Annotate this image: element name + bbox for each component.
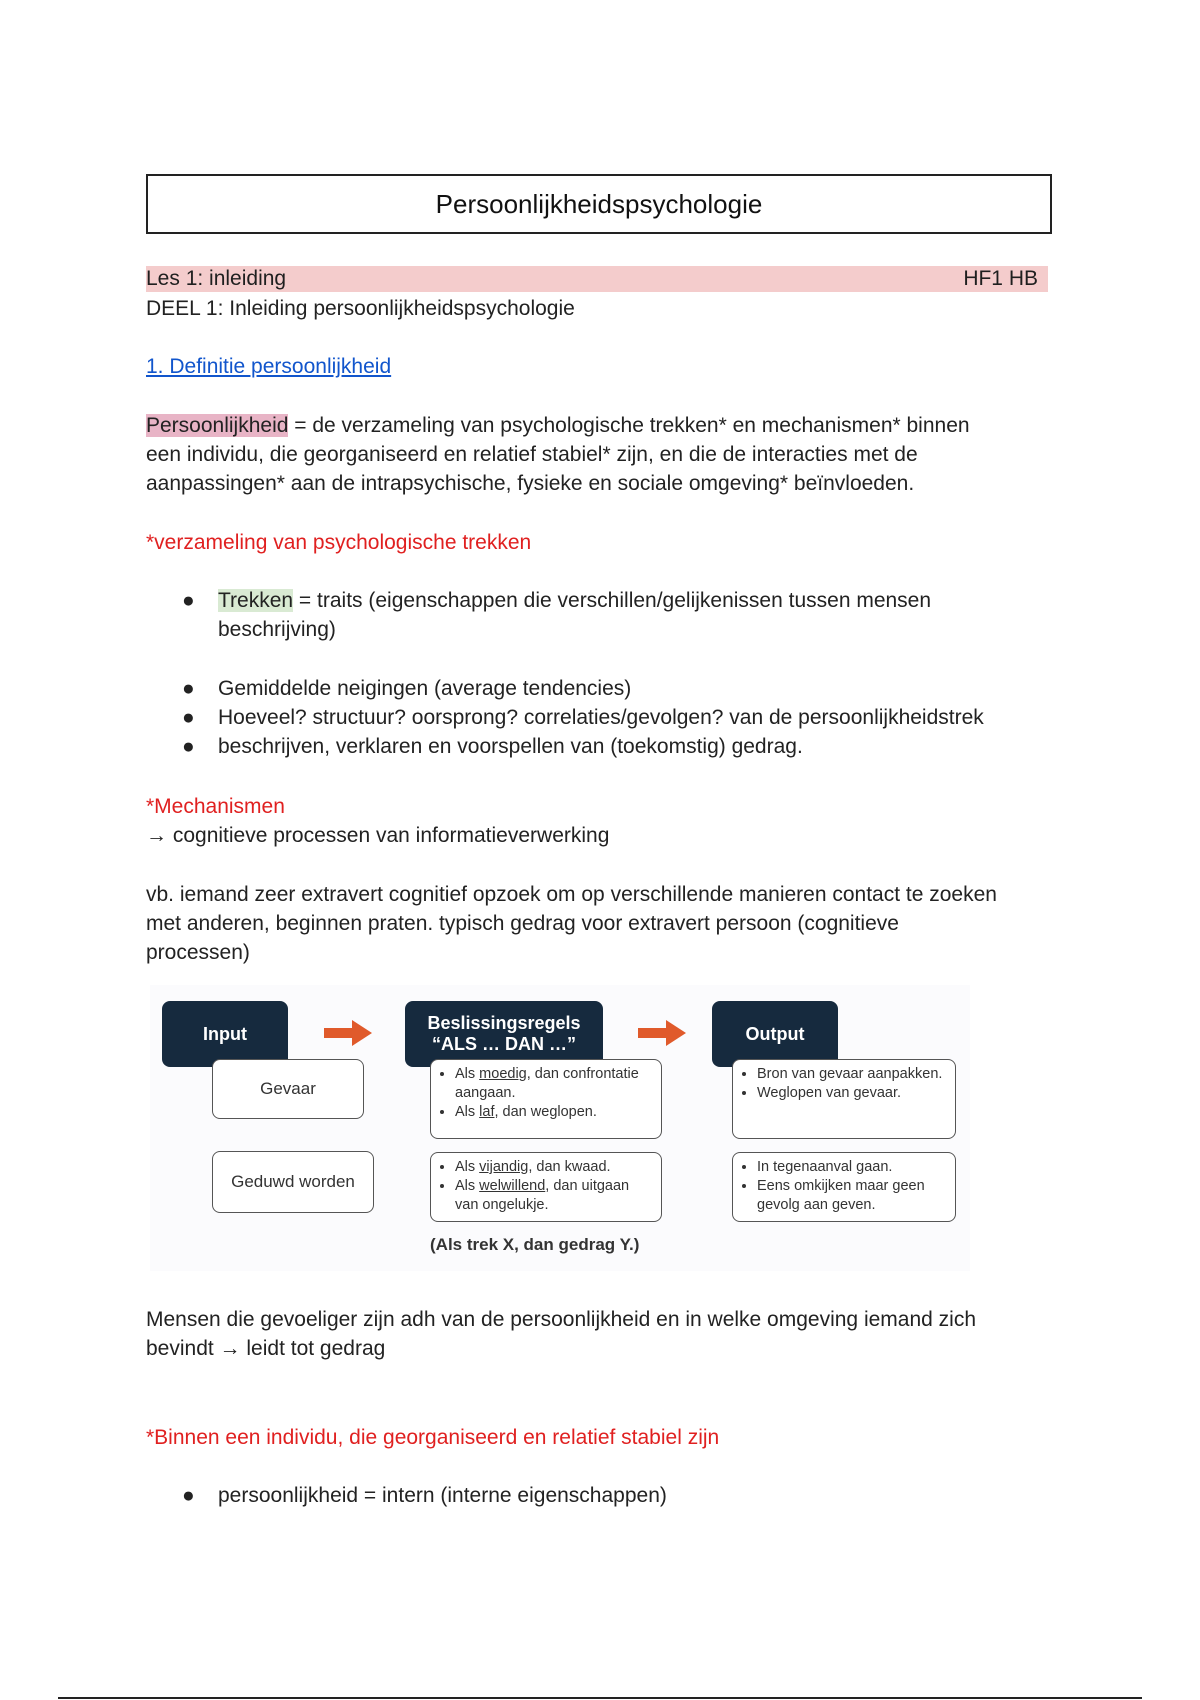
list-item (146, 703, 1146, 732)
chapter-label: HF1 HB (963, 267, 1038, 290)
document-title: Persoonlijkheidspsychologie (146, 174, 1052, 234)
list-item: • Eens omkijken maar geen gevolg aan geven. (757, 1177, 949, 1215)
rule-text: , dan confrontatie aangaan. (455, 1066, 639, 1101)
list-item-text: Hoeveel? structuur? oorsprong? correlaties/gevolgen? van de persoonlijkheidstrek (218, 706, 984, 729)
traits-list (146, 674, 1146, 761)
trait-text: = traits (eigenschappen die verschillen/gelijkenissen tussen mensen (293, 589, 932, 612)
trait-term: Trekken (218, 589, 294, 612)
rule-keyword: vijandig (479, 1159, 529, 1175)
definition-text: een individu, die georganiseerd en relatief stabiel* zijn, en die de interacties met de (146, 443, 918, 466)
output-box-1 (732, 1059, 956, 1139)
input-header: Input (162, 1001, 288, 1067)
part-heading: DEEL 1: Inleiding persoonlijkheidspsychologie (146, 297, 575, 320)
rules-header-line: “ALS … DAN …” (432, 1034, 576, 1054)
definition-paragraph (146, 411, 1056, 498)
input-box-geduwd: Geduwd worden (212, 1151, 374, 1213)
list-item (455, 1065, 655, 1103)
bullet-icon: ● (182, 1484, 195, 1507)
example-text: processen) (146, 941, 250, 964)
arrow-right-icon (324, 1020, 372, 1046)
list-item (455, 1158, 655, 1177)
bullet-icon: ● (182, 706, 195, 729)
sensitivity-paragraph (146, 1305, 1056, 1363)
example-paragraph (146, 880, 1056, 967)
within-list (146, 1481, 1046, 1510)
definition-term: Persoonlijkheid (146, 414, 289, 437)
example-text: vb. iemand zeer extravert cognitief opzoek om op verschillende manieren contact te zoeken (146, 883, 997, 906)
rule-text: Als (455, 1178, 480, 1194)
list-item-text: persoonlijkheid = intern (interne eigenschappen) (218, 1484, 667, 1507)
rule-text: , dan kwaad. (528, 1159, 611, 1175)
input-box-gevaar: Gevaar (212, 1059, 364, 1119)
list-item (146, 732, 1146, 761)
rule-text: Als (455, 1159, 480, 1175)
definition-text: = de verzameling van psychologische trekken* en mechanismen* binnen (288, 414, 970, 437)
lesson-label: Les 1: inleiding (146, 267, 287, 290)
rule-keyword: welwillend (479, 1178, 546, 1194)
bullet-icon: ● (182, 677, 195, 700)
example-text: met anderen, beginnen praten. typisch gedrag voor extravert persoon (cognitieve (146, 912, 899, 935)
lesson-header-bar (146, 266, 1048, 292)
list-item-text: beschrijven, verklaren en voorspellen van (toekomstig) gedrag. (218, 735, 803, 758)
section-link-definitie[interactable]: 1. Definitie persoonlijkheid (146, 355, 392, 378)
trait-text: beschrijving) (218, 618, 336, 641)
rules-box-2 (430, 1152, 662, 1222)
heading-within-individual: *Binnen een individu, die georganiseerd en relatief stabiel zijn (146, 1426, 720, 1449)
if-then-diagram (150, 985, 970, 1271)
rule-keyword: moedig (479, 1066, 527, 1082)
rules-header-line: Beslissingsregels (427, 1013, 581, 1033)
rule-text: Als (455, 1066, 480, 1082)
list-item (146, 586, 1106, 644)
mechanisms-text: → cognitieve processen van informatieverwerking (146, 824, 610, 847)
rules-box-1 (430, 1059, 662, 1139)
list-item-text: Gemiddelde neigingen (average tendencies) (218, 677, 632, 700)
page-divider (58, 1697, 1142, 1699)
bullet-icon: ● (182, 735, 195, 758)
bullet-icon: ● (182, 589, 195, 612)
definition-text: aanpassingen* aan de intrapsychische, fysieke en sociale omgeving* beïnvloeden. (146, 472, 915, 495)
rule-text: , dan weglopen. (494, 1104, 597, 1120)
list-item (455, 1103, 655, 1122)
list-item (146, 674, 1146, 703)
diagram-caption: (Als trek X, dan gedrag Y.) (430, 1235, 640, 1254)
list-item (146, 1481, 1046, 1510)
traits-first-list (146, 586, 1106, 644)
list-item: • In tegenaanval gaan. (757, 1158, 949, 1177)
output-header: Output (712, 1001, 838, 1067)
output-box-2 (732, 1152, 956, 1222)
heading-traits: *verzameling van psychologische trekken (146, 531, 532, 554)
list-item: • Bron van gevaar aanpakken. (757, 1065, 949, 1084)
sensitivity-text: bevindt → leidt tot gedrag (146, 1337, 386, 1360)
arrow-right-icon (638, 1020, 686, 1046)
rules-header (405, 1001, 603, 1067)
rule-text: , dan uitgaan van ongelukje. (455, 1178, 630, 1213)
sensitivity-text: Mensen die gevoeliger zijn adh van de persoonlijkheid en in welke omgeving iemand zich (146, 1308, 977, 1331)
rule-text: Als (455, 1104, 480, 1120)
rule-keyword: laf (479, 1104, 495, 1120)
list-item: • Weglopen van gevaar. (757, 1084, 949, 1103)
list-item (455, 1177, 655, 1215)
heading-mechanisms: *Mechanismen (146, 795, 285, 818)
